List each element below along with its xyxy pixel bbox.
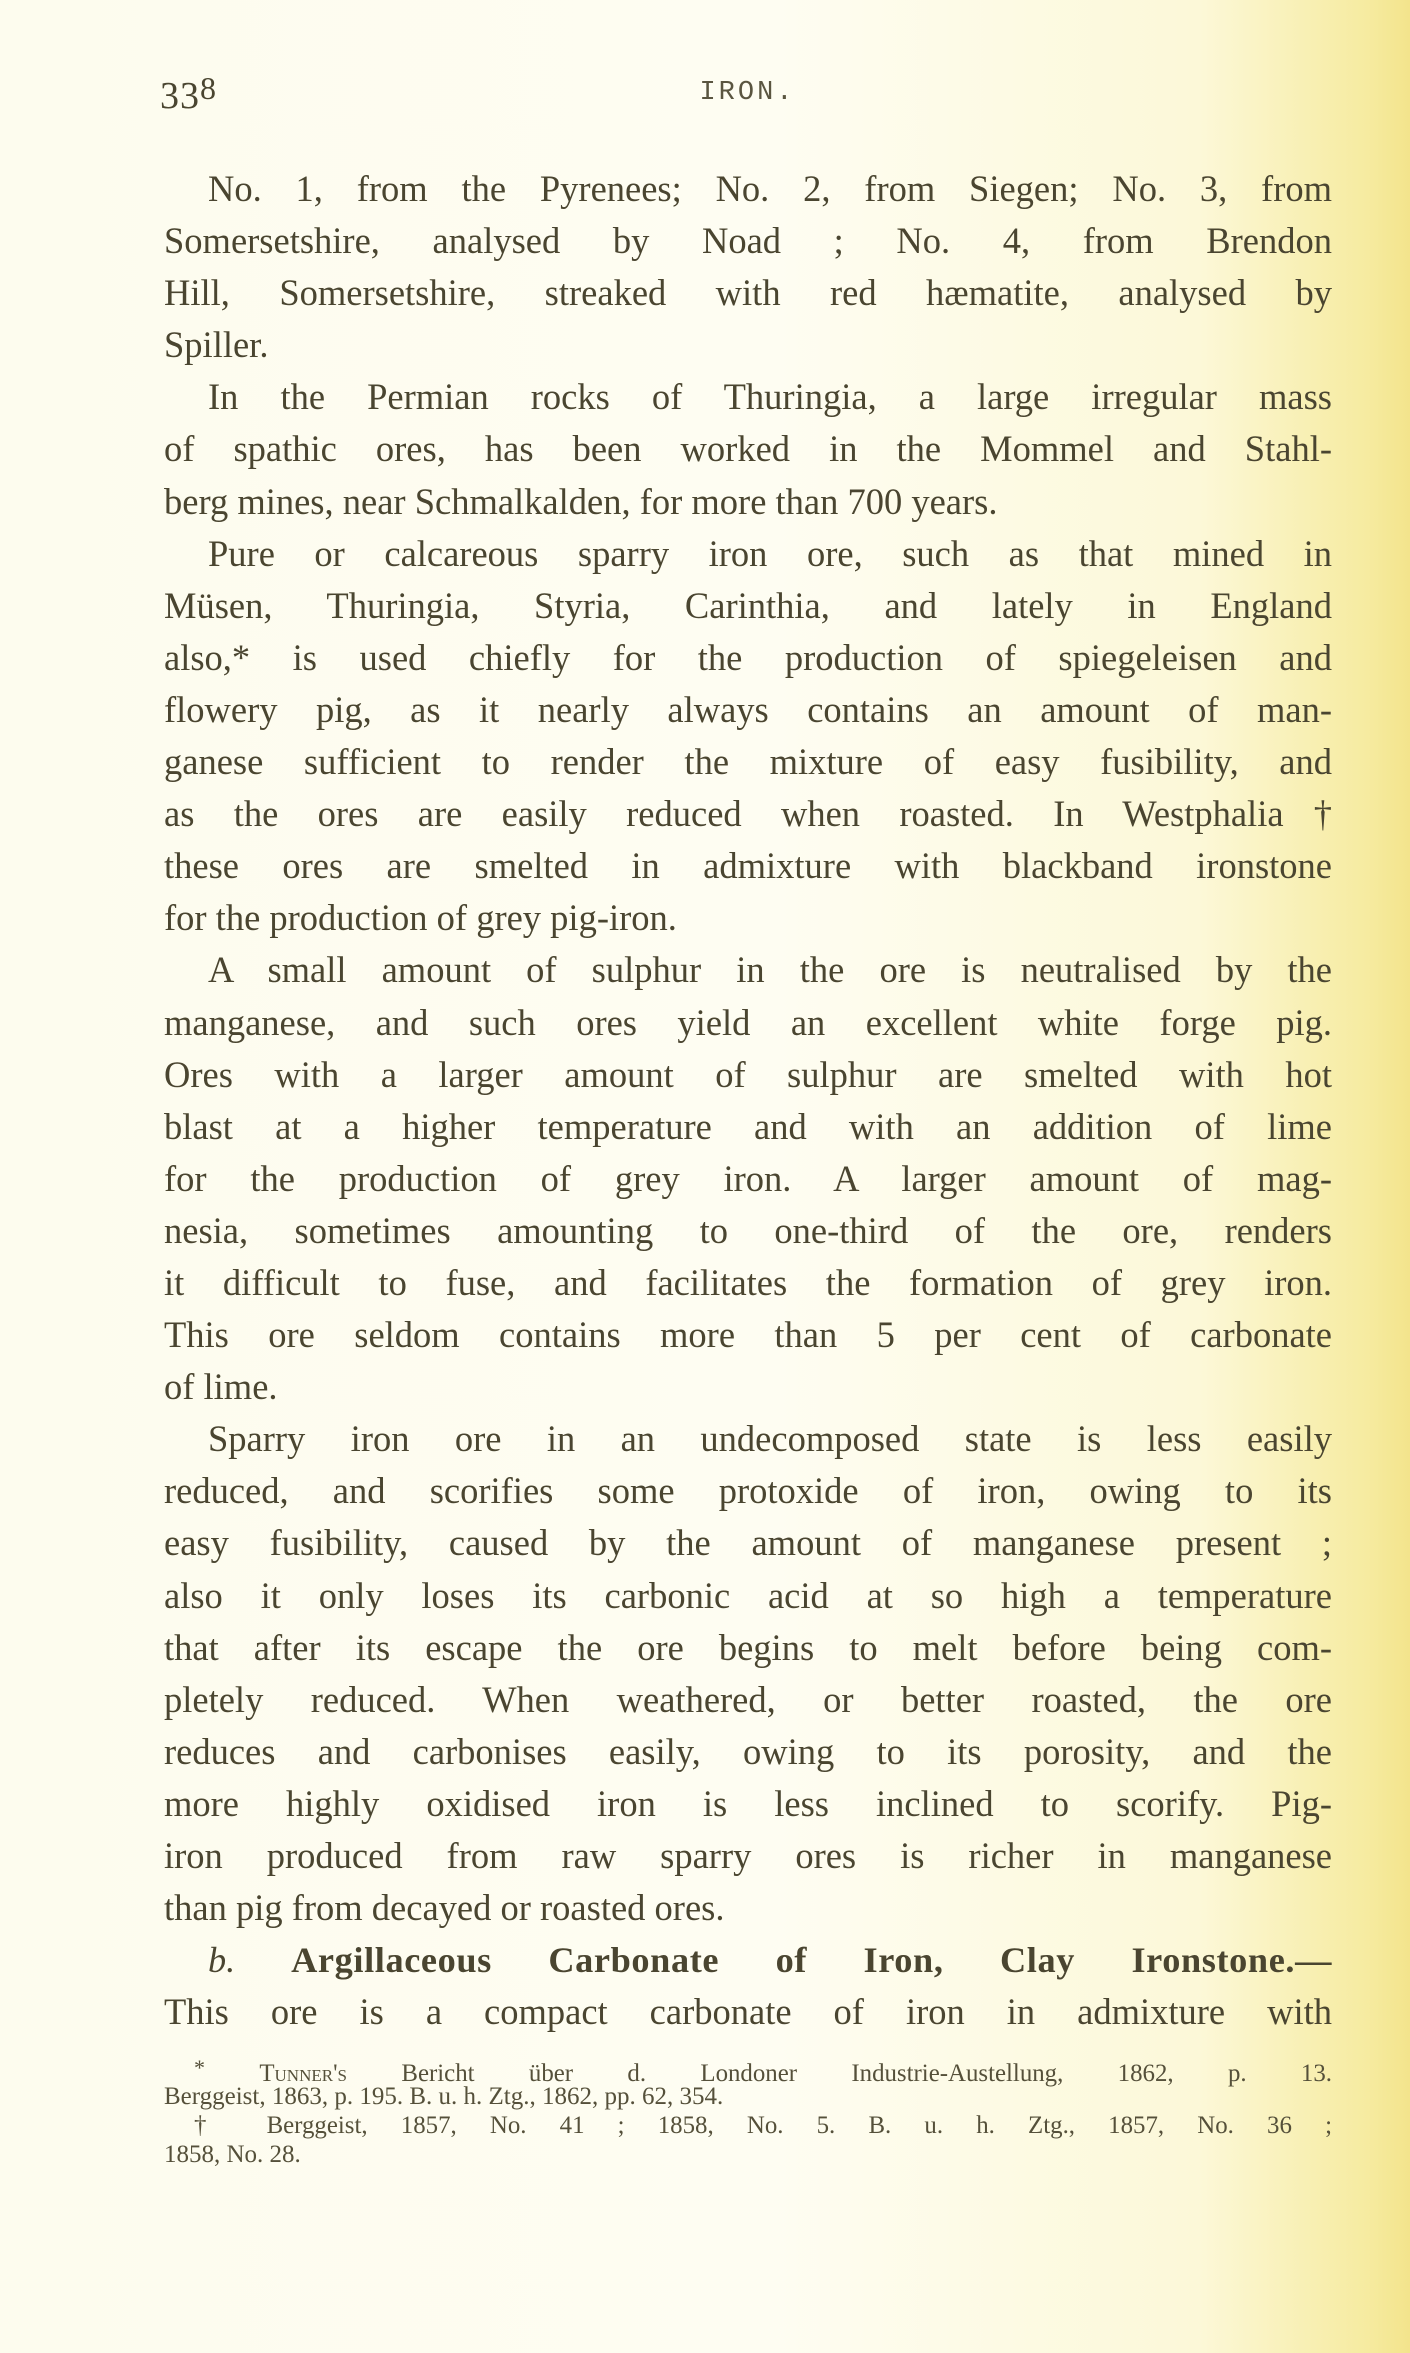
footnote-text: 1858, No. 28.	[164, 2141, 301, 2168]
chapter-running-title: IRON.	[699, 78, 796, 108]
text-line: these ores are smelted in admixture with blackband ironstone	[164, 845, 1332, 887]
text-line: iron produced from raw sparry ores is richer in manganese	[164, 1835, 1332, 1876]
text-line: reduces and carbonises easily, owing to its porosity, and the	[164, 1730, 1332, 1772]
footnotes	[164, 2053, 1332, 2169]
text-line: for the production of grey iron. A larger amount of mag-	[164, 1157, 1332, 1199]
text-line: nesia, sometimes amounting to one-third of the ore, renders	[164, 1209, 1332, 1251]
text-line: that after its escape the ore begins to melt before being com-	[164, 1626, 1332, 1668]
text-line: Somersetshire, analysed by Noad ; No. 4, from Brendon	[164, 220, 1332, 262]
page-number-superior-digit: 8	[200, 70, 217, 106]
text-line: Pure or calcareous sparry iron ore, such as that mined in	[208, 532, 1332, 574]
section-title: Argillaceous Carbonate of Iron, Clay Ironstone.—	[291, 1940, 1332, 1981]
footnote-asterisk	[164, 2053, 1332, 2087]
text-line: reduced, and scorifies some protoxide of iron, owing to its	[164, 1470, 1332, 1512]
text-line: Müsen, Thuringia, Styria, Carinthia, and lately in England	[164, 584, 1332, 626]
text-line: more highly oxidised iron is less inclined to scorify. Pig-	[164, 1782, 1332, 1824]
text-line: This ore is a compact carbonate of iron in admixture with	[164, 1991, 1332, 2033]
text-line: of spathic ores, has been worked in the Mommel and Stahl-	[164, 428, 1332, 470]
footnote-dagger	[164, 2111, 1332, 2140]
text-line: Ores with a larger amount of sulphur are smelted with hot	[164, 1053, 1332, 1095]
text-line: it difficult to fuse, and facilitates the formation of grey iron.	[164, 1261, 1332, 1303]
text-line: Sparry iron ore in an undecomposed state is less easily	[208, 1418, 1332, 1460]
section-heading	[164, 1934, 1332, 1986]
page-number-main: 33	[160, 75, 200, 117]
text-line: A small amount of sulphur in the ore is neutralised by the	[208, 949, 1332, 991]
text-line: also it only loses its carbonic acid at so high a temperature	[164, 1574, 1332, 1616]
text-line: Spiller.	[164, 324, 269, 366]
text-line: blast at a higher temperature and with an addition of lime	[164, 1105, 1332, 1147]
footnote-text: Berggeist, 1857, No. 41 ; 1858, No. 5. B. u. h. Ztg., 1857, No. 36 ;	[266, 2112, 1332, 2139]
text-line: berg mines, near Schmalkalden, for more than 700 years.	[164, 480, 998, 522]
text-line: Hill, Somersetshire, streaked with red hæmatite, analysed by	[164, 272, 1332, 314]
footnote-text: Bericht über d. Londoner Industrie-Austellung, 1862, p. 13.	[401, 2060, 1332, 2087]
text-line: flowery pig, as it nearly always contains an amount of man-	[164, 688, 1332, 730]
footnote-dagger-mark: †	[194, 2112, 234, 2139]
footnote-author: Tunner's	[259, 2060, 348, 2087]
text-line: for the production of grey pig-iron.	[164, 897, 677, 939]
body-text	[164, 163, 1332, 2038]
section-letter: b.	[208, 1940, 236, 1981]
text-line: also,* is used chiefly for the production of spiegeleisen and	[164, 636, 1332, 678]
text-line: than pig from decayed or roasted ores.	[164, 1887, 725, 1929]
text-line: manganese, and such ores yield an excellent white forge pig.	[164, 1001, 1332, 1043]
text-line: as the ores are easily reduced when roasted. In Westphalia†	[164, 793, 1332, 835]
text-line: easy fusibility, caused by the amount of manganese present ;	[164, 1522, 1332, 1564]
footnote-text: Berggeist, 1863, p. 195. B. u. h. Ztg., 1862, pp. 62, 354.	[164, 2083, 724, 2110]
text-line: In the Permian rocks of Thuringia, a large irregular mass	[208, 376, 1332, 418]
text-line: of lime.	[164, 1366, 278, 1408]
text-line: No. 1, from the Pyrenees; No. 2, from Siegen; No. 3, from	[208, 168, 1332, 209]
text-line: This ore seldom contains more than 5 per cent of carbonate	[164, 1314, 1332, 1356]
running-head	[160, 70, 1335, 120]
text-line: pletely reduced. When weathered, or better roasted, the ore	[164, 1678, 1332, 1720]
footnote-asterisk-mark: *	[194, 2055, 205, 2080]
text-line: ganese sufficient to render the mixture of easy fusibility, and	[164, 741, 1332, 783]
